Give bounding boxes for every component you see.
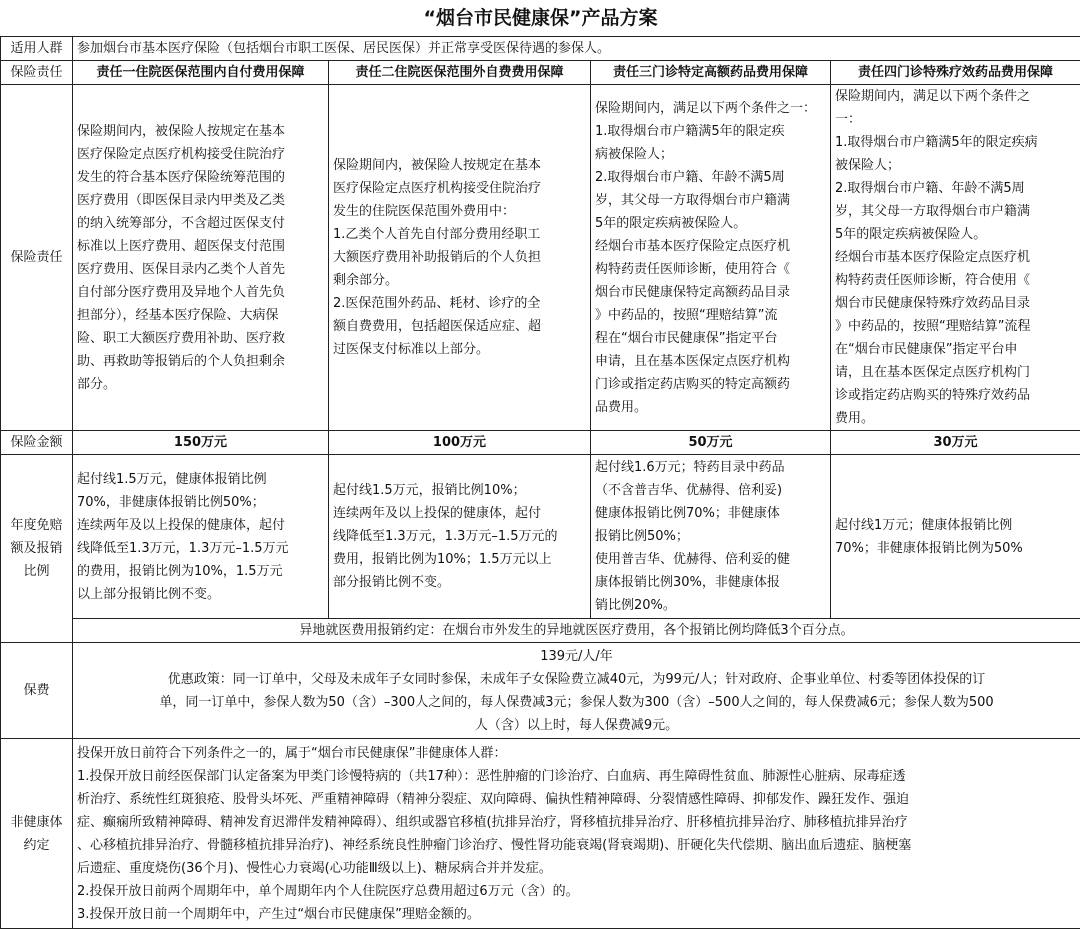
text-line: 2.取得烟台市户籍、年龄不满5周 — [595, 166, 826, 189]
text-line: 连续两年及以上投保的健康体，起付 — [77, 514, 324, 537]
text-line: 连续两年及以上投保的健康体，起付 — [333, 502, 586, 525]
text-line: 1.取得烟台市户籍满5年的限定疾 — [595, 120, 826, 143]
coverage-header-col2: 责任二住院医保范围外自费费用保障 — [329, 61, 591, 85]
text-line: 部分报销比例不变。 — [333, 571, 586, 594]
deductible-col2 — [329, 455, 591, 619]
text-line: 年度免赔 — [3, 514, 70, 537]
text-line: 》中药品的，按照“理赔结算”流 — [595, 304, 826, 327]
deductible-label — [1, 455, 73, 643]
text-line: 保险期间内，被保险人按规定在基本 — [333, 154, 586, 177]
coverage-label: 保险责任 — [1, 85, 73, 431]
coverage-header-label: 保险责任 — [1, 61, 73, 85]
coverage-header-col1: 责任一住院医保范围内自付费用保障 — [73, 61, 329, 85]
text-line: 剩余部分。 — [333, 269, 586, 292]
text-line: 后遗症、重度烧伤(36个月)、慢性心力衰竭(心功能Ⅲ级以上)、糖尿病合并并发症。 — [77, 857, 1076, 880]
text-line: 过医保支付标准以上部分。 — [333, 338, 586, 361]
text-line: 费用。 — [835, 407, 1076, 430]
amount-col4: 30万元 — [831, 431, 1080, 455]
text-line: 医疗费用（即医保目录内甲类及乙类 — [77, 189, 324, 212]
text-line: 在“烟台市民健康保”指定平台申 — [835, 338, 1076, 361]
coverage-header-col4: 责任四门诊特殊疗效药品费用保障 — [831, 61, 1080, 85]
premium-label: 保费 — [1, 643, 73, 739]
text-line: 投保开放日前符合下列条件之一的，属于“烟台市民健康保”非健康体人群： — [77, 742, 1076, 765]
text-line: 线降低至1.3万元，1.3万元–1.5万元 — [77, 537, 324, 560]
text-line: 康体报销比例30%，非健康体报 — [595, 571, 826, 594]
text-line: 医疗费用、医保目录内乙类个人首先 — [77, 258, 324, 281]
text-line: 2.医保范围外药品、耗材、诊疗的全 — [333, 292, 586, 315]
text-line: 经烟台市基本医疗保险定点医疗机 — [835, 246, 1076, 269]
nonhealthy-value — [73, 739, 1080, 929]
text-line: 2.投保开放日前两个周期年中，单个周期年内个人住院医疗总费用超过6万元（含）的。 — [77, 880, 1076, 903]
text-line: 构特药责任医师诊断，使用符合《 — [595, 258, 826, 281]
text-line: 构特药责任医师诊断，符合使用《 — [835, 269, 1076, 292]
nonhealthy-label — [1, 739, 73, 929]
text-line: 品费用。 — [595, 396, 826, 419]
text-line: 的纳入统筹部分，不含超过医保支付 — [77, 212, 324, 235]
amount-col1: 150万元 — [73, 431, 329, 455]
text-line: 请，且在基本医保定点医疗机构门 — [835, 361, 1076, 384]
text-line: 门诊或指定药店购买的特定高额药 — [595, 373, 826, 396]
text-line: 大额医疗费用补助报销后的个人负担 — [333, 246, 586, 269]
text-line: 费用，报销比例为10%；1.5万元以上 — [333, 548, 586, 571]
deductible-col3 — [591, 455, 831, 619]
text-line: 2.取得烟台市户籍、年龄不满5周 — [835, 177, 1076, 200]
text-line: 额自费费用，包括超医保适应症、超 — [333, 315, 586, 338]
text-line: 险、职工大额医疗费用补助、医疗救 — [77, 327, 324, 350]
text-line: 70%；非健康体报销比例为50% — [835, 537, 1076, 560]
coverage-col1 — [73, 85, 329, 431]
text-line: 1.投保开放日前经医保部门认定备案为甲类门诊慢特病的（共17种）：恶性肿瘤的门诊治疗、白血病、再生障碍性贫血、肺源性心脏病、尿毒症透 — [77, 765, 1076, 788]
text-line: 诊或指定药店购买的特殊疗效药品 — [835, 384, 1076, 407]
text-line: 申请，且在基本医保定点医疗机构 — [595, 350, 826, 373]
deductible-col1 — [73, 455, 329, 619]
text-line: 》中药品的，按照“理赔结算”流程 — [835, 315, 1076, 338]
text-line: 保险期间内，满足以下两个条件之一： — [595, 97, 826, 120]
text-line: 症、癫痫所致精神障碍、精神发育迟滞伴发精神障碍）、组织或器官移植(抗排异治疗，肾移植抗排异治疗、肝移植抗排异治疗、肺移植抗排异治疗 — [77, 811, 1076, 834]
amount-col2: 100万元 — [329, 431, 591, 455]
text-line: 以上部分报销比例不变。 — [77, 583, 324, 606]
text-line: 销比例20%。 — [595, 594, 826, 617]
text-line: 程在“烟台市民健康保”指定平台 — [595, 327, 826, 350]
text-line: 岁，其父母一方取得烟台市户籍满 — [595, 189, 826, 212]
text-line: 发生的符合基本医疗保险统筹范围的 — [77, 166, 324, 189]
coverage-col3 — [591, 85, 831, 431]
coverage-col4 — [831, 85, 1080, 431]
text-line: 健康体报销比例70%；非健康体 — [595, 502, 826, 525]
text-line: 比例 — [3, 560, 70, 583]
amount-label: 保险金额 — [1, 431, 73, 455]
premium-price: 139元/人/年 — [77, 645, 1076, 668]
text-line: 起付线1.5万元，健康体报销比例 — [77, 468, 324, 491]
text-line: 优惠政策：同一订单中，父母及未成年子女同时参保，未成年子女保险费立减40元，为99元/人；针对政府、企事业单位、村委等团体投保的订 — [77, 668, 1076, 691]
text-line: 发生的住院医保范围外费用中： — [333, 200, 586, 223]
text-line: 约定 — [3, 834, 70, 857]
text-line: 额及报销 — [3, 537, 70, 560]
text-line: 保险期间内，被保险人按规定在基本 — [77, 120, 324, 143]
coverage-col2 — [329, 85, 591, 431]
text-line: 经烟台市基本医疗保险定点医疗机 — [595, 235, 826, 258]
text-line: 5年的限定疾病被保险人。 — [595, 212, 826, 235]
text-line: 标准以上医疗费用、超医保支付范围 — [77, 235, 324, 258]
text-line: 医疗保险定点医疗机构接受住院治疗 — [77, 143, 324, 166]
deductible-col4 — [831, 455, 1080, 619]
text-line: 1.取得烟台市户籍满5年的限定疾病 — [835, 131, 1076, 154]
text-line: 的费用，报销比例为10%，1.5万元 — [77, 560, 324, 583]
text-line: 岁，其父母一方取得烟台市户籍满 — [835, 200, 1076, 223]
text-line: 医疗保险定点医疗机构接受住院治疗 — [333, 177, 586, 200]
text-line: 担部分），经基本医疗保险、大病保 — [77, 304, 324, 327]
text-line: 3.投保开放日前一个周期年中，产生过“烟台市民健康保”理赔金额的。 — [77, 903, 1076, 926]
text-line: 部分。 — [77, 373, 324, 396]
text-line: 助、再救助等报销后的个人负担剩余 — [77, 350, 324, 373]
text-line: 起付线1.5万元，报销比例10%； — [333, 479, 586, 502]
text-line: 单，同一订单中，参保人数为50（含）–300人之间的，每人保费减3元；参保人数为300（含）–500人之间的，每人保费减6元；参保人数为500 — [77, 691, 1076, 714]
premium-cell — [73, 643, 1080, 739]
remote-note: 异地就医费用报销约定：在烟台市外发生的异地就医医疗费用，各个报销比例均降低3个百分点。 — [73, 619, 1080, 643]
text-line: 被保险人； — [835, 154, 1076, 177]
text-line: 病被保险人； — [595, 143, 826, 166]
text-line: 起付线1.6万元；特药目录中药品 — [595, 456, 826, 479]
applicable-value: 参加烟台市基本医疗保险（包括烟台市职工医保、居民医保）并正常享受医保待遇的参保人。 — [73, 37, 1080, 61]
text-line: 非健康体 — [3, 811, 70, 834]
text-line: 5年的限定疾病被保险人。 — [835, 223, 1076, 246]
text-line: 使用普吉华、优赫得、倍利妥的健 — [595, 548, 826, 571]
text-line: （不含普吉华、优赫得、倍利妥) — [595, 479, 826, 502]
text-line: 烟台市民健康保特定高额药品目录 — [595, 281, 826, 304]
text-line: 烟台市民健康保特殊疗效药品目录 — [835, 292, 1076, 315]
text-line: 析治疗、系统性红斑狼疮、股骨头坏死、严重精神障碍（精神分裂症、双向障碍、偏执性精神障碍、分裂情感性障碍、抑郁发作、躁狂发作、强迫 — [77, 788, 1076, 811]
text-line: 、心移植抗排异治疗、骨髓移植抗排异治疗)、神经系统良性肿瘤门诊治疗、慢性肾功能衰竭(肾衰竭期)、肝硬化失代偿期、脑出血后遗症、脑梗塞 — [77, 834, 1076, 857]
text-line: 线降低至1.3万元，1.3万元–1.5万元的 — [333, 525, 586, 548]
text-line: 一： — [835, 108, 1076, 131]
premium-policy — [77, 668, 1076, 737]
page-title: “烟台市民健康保”产品方案 — [1, 0, 1080, 37]
applicable-label: 适用人群 — [1, 37, 73, 61]
text-line: 70%，非健康体报销比例50%； — [77, 491, 324, 514]
amount-col3: 50万元 — [591, 431, 831, 455]
coverage-header-col3: 责任三门诊特定高额药品费用保障 — [591, 61, 831, 85]
text-line: 1.乙类个人首先自付部分费用经职工 — [333, 223, 586, 246]
text-line: 起付线1万元；健康体报销比例 — [835, 514, 1076, 537]
text-line: 自付部分医疗费用及异地个人首先负 — [77, 281, 324, 304]
text-line: 保险期间内，满足以下两个条件之 — [835, 85, 1076, 108]
text-line: 人（含）以上时，每人保费减9元。 — [77, 714, 1076, 737]
text-line: 报销比例50%； — [595, 525, 826, 548]
